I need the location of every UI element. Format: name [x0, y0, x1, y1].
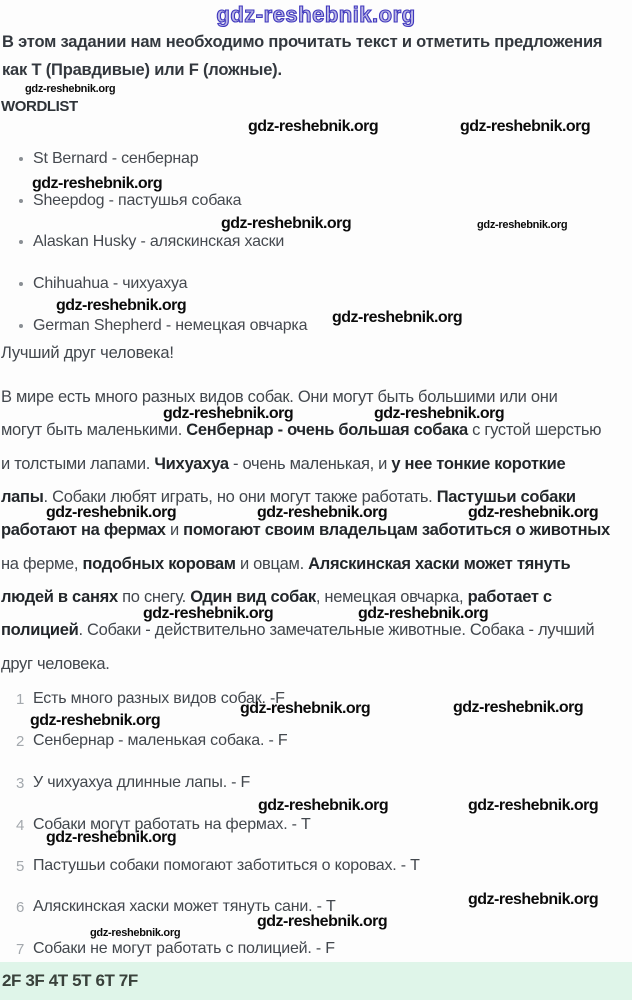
story-segment: подобных коровам	[82, 555, 236, 573]
answer-item-number: 4	[16, 817, 25, 834]
answer-item-text: Аляскинская хаски может тянуть сани. - Т	[33, 898, 336, 915]
story-segment: на ферме,	[1, 555, 83, 573]
site-watermark: gdz-reshebnik.org	[374, 405, 505, 422]
site-watermark: gdz-reshebnik.org	[453, 699, 584, 716]
wordlist-title: WORDLIST	[1, 98, 78, 115]
answer-item-text: Пастушьи собаки помогают заботиться о коровах. - Т	[33, 857, 420, 874]
story-line	[1, 521, 610, 540]
site-watermark-header: gdz-reshebnik.org	[216, 2, 416, 27]
story-title: Лучший друг человека!	[1, 344, 174, 362]
answer-item-number: 2	[16, 733, 25, 750]
site-watermark: gdz-reshebnik.org	[468, 891, 599, 908]
story-segment: . Собаки - действительно замечательные животные. Собака - лучший	[78, 621, 595, 639]
story-segment: Пастушьи собаки	[436, 488, 576, 506]
bullet-icon	[19, 157, 23, 161]
task-intro-line-2: как T (Правдивые) или F (ложные).	[2, 61, 282, 79]
story-segment: и овцам.	[235, 555, 309, 573]
story-line	[1, 455, 565, 474]
site-watermark: gdz-reshebnik.org	[221, 215, 352, 232]
site-watermark: gdz-reshebnik.org	[258, 797, 389, 814]
task-intro-line-1: В этом задании нам необходимо прочитать текст и отметить предложения	[2, 33, 603, 51]
story-segment: Аляскинская хаски может тянуть	[308, 555, 571, 573]
site-watermark: gdz-reshebnik.org	[56, 297, 187, 314]
wordlist-item-text: German Shepherd - немецкая овчарка	[33, 317, 308, 334]
site-watermark: gdz-reshebnik.org	[460, 118, 591, 135]
answer-item-number: 6	[16, 899, 25, 916]
site-watermark: gdz-reshebnik.org	[32, 175, 163, 192]
site-watermark: gdz-reshebnik.org	[46, 829, 177, 846]
site-watermark: gdz-reshebnik.org	[468, 797, 599, 814]
story-segment: могут быть маленькими.	[1, 421, 187, 439]
answer-key-bar	[0, 962, 632, 1000]
story-segment: - очень маленькая, и	[228, 455, 392, 473]
site-watermark: gdz-reshebnik.org	[90, 927, 181, 939]
story-segment: помогают своим владельцам заботиться о животных	[183, 521, 610, 539]
answer-item-text: Сенбернар - маленькая собака. - F	[33, 732, 288, 749]
story-segment: друг человека.	[1, 655, 110, 673]
story-segment: работают на фермах	[1, 521, 166, 539]
answer-item-number: 3	[16, 775, 25, 792]
story-segment: людей в санях	[1, 588, 118, 606]
story-segment: Чихуахуа	[154, 455, 229, 473]
site-watermark: gdz-reshebnik.org	[257, 913, 388, 930]
answer-item-text: Есть много разных видов собак. -F	[33, 690, 285, 707]
site-watermark: gdz-reshebnik.org	[30, 712, 161, 729]
site-watermark: gdz-reshebnik.org	[468, 504, 599, 521]
story-segment: и	[165, 521, 184, 539]
story-segment: с густой шерстью	[467, 421, 602, 439]
answer-key-text: 2F 3F 4T 5T 6T 7F	[2, 971, 138, 990]
answer-item-number: 7	[16, 941, 25, 958]
answer-item-text: У чихуахуа длинные лапы. - F	[33, 774, 251, 791]
story-line	[1, 655, 110, 674]
bullet-icon	[19, 324, 23, 328]
answer-item-text: Собаки не могут работать с полицией. - F	[33, 940, 335, 957]
story-line	[1, 421, 601, 440]
wordlist-item-text: St Bernard - сенбернар	[33, 150, 199, 167]
answer-item-number: 5	[16, 858, 25, 875]
answer-item-number: 1	[16, 691, 25, 708]
story-segment: и толстыми лапами.	[1, 455, 155, 473]
site-watermark: gdz-reshebnik.org	[46, 504, 177, 521]
story-segment: по снегу.	[117, 588, 191, 606]
site-watermark: gdz-reshebnik.org	[240, 700, 371, 717]
site-watermark: gdz-reshebnik.org	[332, 309, 463, 326]
story-segment: Сенбернар - очень большая собака	[186, 421, 468, 439]
story-segment: работает с	[467, 588, 552, 606]
site-watermark: gdz-reshebnik.org	[257, 504, 388, 521]
story-segment: Один вид собак	[190, 588, 316, 606]
bullet-icon	[19, 282, 23, 286]
story-line	[1, 621, 594, 640]
site-watermark: gdz-reshebnik.org	[248, 118, 379, 135]
site-watermark: gdz-reshebnik.org	[143, 605, 274, 622]
story-segment: . Собаки любят играть, но они могут также работать.	[43, 488, 437, 506]
site-watermark: gdz-reshebnik.org	[477, 219, 568, 231]
wordlist-item-text: Alaskan Husky - аляскинская хаски	[33, 233, 285, 250]
answer-item-text: Собаки могут работать на фермах. - Т	[33, 816, 311, 833]
story-segment: у нее тонкие короткие	[391, 455, 566, 473]
bullet-icon	[19, 199, 23, 203]
story-line	[1, 555, 570, 574]
story-segment: , немецкая овчарка,	[315, 588, 468, 606]
bullet-icon	[19, 240, 23, 244]
story-segment: полицией	[1, 621, 79, 639]
site-watermark: gdz-reshebnik.org	[25, 83, 116, 95]
site-watermark: gdz-reshebnik.org	[163, 405, 294, 422]
site-watermark: gdz-reshebnik.org	[358, 605, 489, 622]
wordlist-item-text: Sheepdog - пастушья собака	[33, 192, 242, 209]
story-segment: В мире есть много разных видов собак. Они могут быть большими или они	[1, 388, 558, 406]
story-segment: лапы	[1, 488, 44, 506]
wordlist-item-text: Chihuahua - чихуахуа	[33, 275, 188, 292]
